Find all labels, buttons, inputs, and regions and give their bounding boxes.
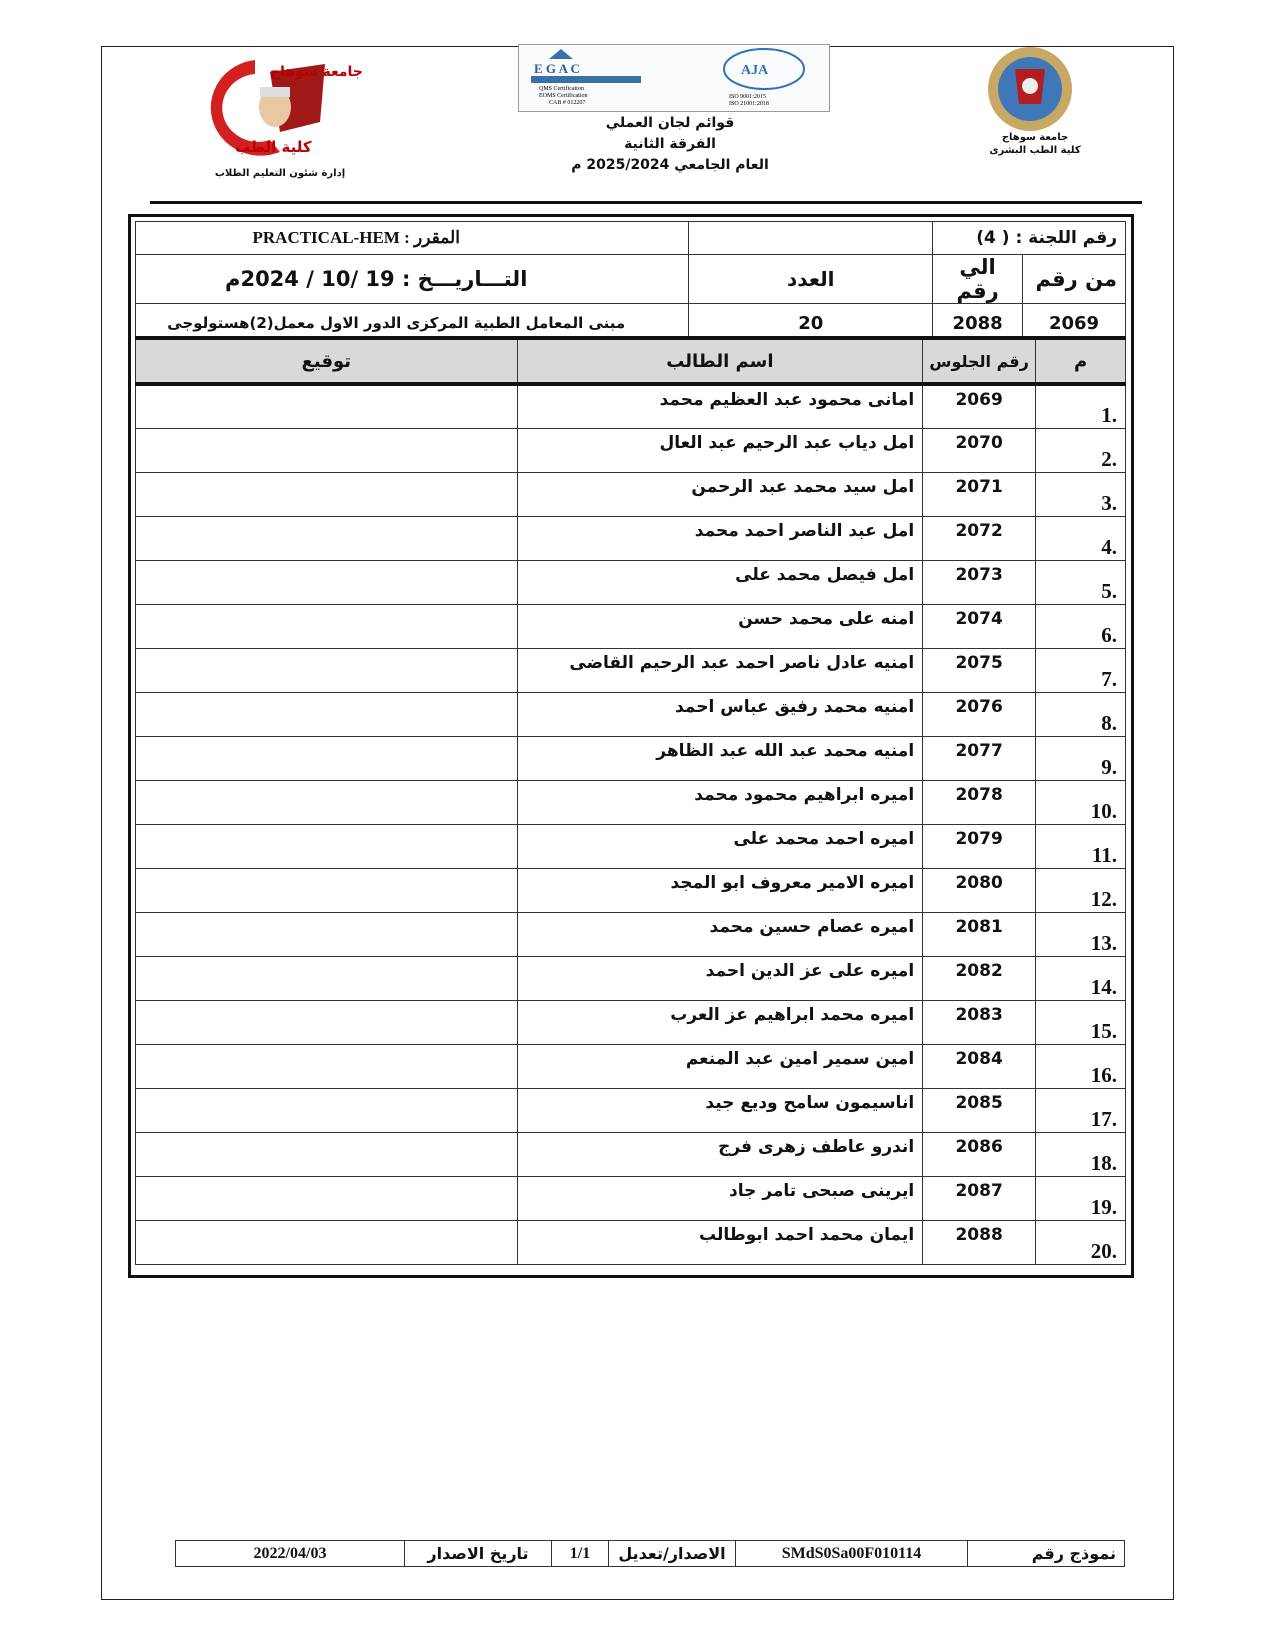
students-table bbox=[135, 336, 1126, 1265]
row-index: .7 bbox=[1036, 648, 1126, 692]
cert-right-name: AJA bbox=[741, 63, 769, 78]
row-index: .8 bbox=[1036, 692, 1126, 736]
issue-date-label: تاريخ الاصدار bbox=[405, 1541, 552, 1567]
from-value: 2069 bbox=[1023, 304, 1126, 343]
left-caption: إدارة شئون التعليم الطلاب bbox=[214, 168, 346, 179]
signature-cell bbox=[136, 692, 518, 736]
student-name: اندرو عاطف زهرى فرج bbox=[517, 1132, 923, 1176]
signature-cell bbox=[136, 472, 518, 516]
student-name: اميره الامير معروف ابو المجد bbox=[517, 868, 923, 912]
seat-number: 2078 bbox=[923, 780, 1036, 824]
signature-cell bbox=[136, 648, 518, 692]
signature-cell bbox=[136, 1176, 518, 1220]
row-index: .5 bbox=[1036, 560, 1126, 604]
right-caption-1: جامعة سوهاج bbox=[1001, 132, 1069, 143]
signature-cell bbox=[136, 1044, 518, 1088]
table-row bbox=[136, 648, 1126, 692]
seat-number: 2077 bbox=[923, 736, 1036, 780]
form-number-label: نموذج رقم bbox=[968, 1541, 1125, 1567]
university-seal bbox=[975, 44, 1090, 134]
form-number-value: SMdS0Sa00F010114 bbox=[736, 1541, 968, 1567]
signature-cell bbox=[136, 1132, 518, 1176]
signature-cell bbox=[136, 604, 518, 648]
signature-cell bbox=[136, 912, 518, 956]
seat-number: 2072 bbox=[923, 516, 1036, 560]
row-index: .1 bbox=[1036, 384, 1126, 428]
student-name: امل دياب عبد الرحيم عبد العال bbox=[517, 428, 923, 472]
signature-cell bbox=[136, 1000, 518, 1044]
to-label: الي رقم bbox=[933, 255, 1023, 304]
table-row bbox=[136, 1176, 1126, 1220]
col-header-name: اسم الطالب bbox=[517, 338, 923, 384]
cert-right-sub1: ISO 9001:2015 bbox=[729, 94, 766, 100]
row-index: .4 bbox=[1036, 516, 1126, 560]
empty-cell bbox=[689, 222, 933, 255]
row-index: .11 bbox=[1036, 824, 1126, 868]
signature-cell bbox=[136, 516, 518, 560]
student-name: اميره احمد محمد على bbox=[517, 824, 923, 868]
committee-number: رقم اللجنة : ( 4) bbox=[933, 222, 1126, 255]
row-index: .20 bbox=[1036, 1220, 1126, 1264]
table-row bbox=[136, 956, 1126, 1000]
table-row bbox=[136, 780, 1126, 824]
right-caption-2: كلية الطب البشرى bbox=[989, 145, 1081, 156]
table-row bbox=[136, 1220, 1126, 1264]
issue-date-value: 2022/04/03 bbox=[176, 1541, 405, 1567]
row-index: .15 bbox=[1036, 1000, 1126, 1044]
header-titles bbox=[540, 113, 800, 176]
svg-text:كلية الطب: كلية الطب bbox=[235, 138, 312, 156]
right-caption bbox=[975, 131, 1095, 157]
table-row bbox=[136, 1132, 1126, 1176]
seat-number: 2081 bbox=[923, 912, 1036, 956]
col-header-index: م bbox=[1036, 338, 1126, 384]
signature-cell bbox=[136, 384, 518, 428]
table-row bbox=[136, 560, 1126, 604]
row-index: .2 bbox=[1036, 428, 1126, 472]
col-header-signature: توقيع bbox=[136, 338, 518, 384]
seat-number: 2071 bbox=[923, 472, 1036, 516]
table-row bbox=[136, 472, 1126, 516]
version-value: 1/1 bbox=[552, 1541, 609, 1567]
row-index: .18 bbox=[1036, 1132, 1126, 1176]
seat-number: 2087 bbox=[923, 1176, 1036, 1220]
table-row bbox=[136, 604, 1126, 648]
seat-number: 2084 bbox=[923, 1044, 1036, 1088]
student-name: اميره على عز الدين احمد bbox=[517, 956, 923, 1000]
seat-number: 2086 bbox=[923, 1132, 1036, 1176]
count-label: العدد bbox=[689, 255, 933, 304]
row-index: .9 bbox=[1036, 736, 1126, 780]
signature-cell bbox=[136, 868, 518, 912]
row-index: .12 bbox=[1036, 868, 1126, 912]
table-row bbox=[136, 384, 1126, 428]
signature-cell bbox=[136, 1088, 518, 1132]
row-index: .14 bbox=[1036, 956, 1126, 1000]
student-name: امين سمير امين عبد المنعم bbox=[517, 1044, 923, 1088]
seat-number: 2088 bbox=[923, 1220, 1036, 1264]
student-name: ايمان محمد احمد ابوطالب bbox=[517, 1220, 923, 1264]
student-name: امنيه عادل ناصر احمد عبد الرحيم القاضى bbox=[517, 648, 923, 692]
seat-number: 2073 bbox=[923, 560, 1036, 604]
row-index: .17 bbox=[1036, 1088, 1126, 1132]
student-name: امنيه محمد عبد الله عبد الظاهر bbox=[517, 736, 923, 780]
exam-date: التـــاريـــخ : 19 /10 / 2024م bbox=[136, 255, 689, 304]
signature-cell bbox=[136, 824, 518, 868]
seat-number: 2085 bbox=[923, 1088, 1036, 1132]
student-name: امل فيصل محمد على bbox=[517, 560, 923, 604]
seat-number: 2079 bbox=[923, 824, 1036, 868]
title-line-2: الفرقة الثانية bbox=[624, 136, 716, 152]
seat-number: 2070 bbox=[923, 428, 1036, 472]
cert-left-sub1: QMS Certification bbox=[539, 86, 584, 92]
col-header-seat: رقم الجلوس bbox=[923, 338, 1036, 384]
certification-badges bbox=[518, 44, 830, 112]
signature-cell bbox=[136, 428, 518, 472]
count-value: 20 bbox=[689, 304, 933, 343]
student-name: امل عبد الناصر احمد محمد bbox=[517, 516, 923, 560]
title-line-3: العام الجامعي 2025/2024 م bbox=[571, 157, 769, 173]
row-index: .16 bbox=[1036, 1044, 1126, 1088]
signature-cell bbox=[136, 560, 518, 604]
form-footer bbox=[175, 1540, 1125, 1567]
faculty-logo bbox=[160, 52, 363, 162]
student-name: اميره محمد ابراهيم عز العرب bbox=[517, 1000, 923, 1044]
cert-left-sub3: CAB # 012207 bbox=[549, 100, 586, 106]
table-row bbox=[136, 516, 1126, 560]
table-row bbox=[136, 868, 1126, 912]
version-label: الاصدار/تعديل bbox=[609, 1541, 736, 1567]
exam-location: مبنى المعامل الطبية المركزى الدور الاول معمل(2)هستولوجى bbox=[136, 304, 689, 343]
signature-cell bbox=[136, 956, 518, 1000]
title-line-1: قوائم لجان العملي bbox=[605, 115, 735, 131]
seat-number: 2080 bbox=[923, 868, 1036, 912]
cert-right-sub2: ISO 21001:2018 bbox=[729, 101, 769, 107]
row-index: .6 bbox=[1036, 604, 1126, 648]
signature-cell bbox=[136, 1220, 518, 1264]
student-name: امانى محمود عبد العظيم محمد bbox=[517, 384, 923, 428]
course-name: المقرر : PRACTICAL-HEM bbox=[136, 222, 689, 255]
cert-left-sub2: EOMS Certification bbox=[539, 93, 588, 99]
seat-number: 2076 bbox=[923, 692, 1036, 736]
seat-number: 2082 bbox=[923, 956, 1036, 1000]
table-row bbox=[136, 736, 1126, 780]
row-index: .10 bbox=[1036, 780, 1126, 824]
svg-text:جامعة سوهاج: جامعة سوهاج bbox=[270, 64, 363, 80]
seat-number: 2075 bbox=[923, 648, 1036, 692]
student-name: امنيه محمد رفيق عباس احمد bbox=[517, 692, 923, 736]
table-row bbox=[136, 912, 1126, 956]
student-name: اميره ابراهيم محمود محمد bbox=[517, 780, 923, 824]
row-index: .13 bbox=[1036, 912, 1126, 956]
table-row bbox=[136, 428, 1126, 472]
seat-number: 2074 bbox=[923, 604, 1036, 648]
signature-cell bbox=[136, 780, 518, 824]
student-name: امل سيد محمد عبد الرحمن bbox=[517, 472, 923, 516]
student-name: اميره عصام حسين محمد bbox=[517, 912, 923, 956]
table-row bbox=[136, 824, 1126, 868]
table-row bbox=[136, 1044, 1126, 1088]
table-row bbox=[136, 692, 1126, 736]
header-divider bbox=[150, 201, 1142, 204]
table-header-row bbox=[136, 338, 1126, 384]
to-value: 2088 bbox=[933, 304, 1023, 343]
table-row bbox=[136, 1088, 1126, 1132]
student-name: ايرينى صبحى تامر جاد bbox=[517, 1176, 923, 1220]
student-name: اناسيمون سامح وديع جيد bbox=[517, 1088, 923, 1132]
student-name: امنه على محمد حسن bbox=[517, 604, 923, 648]
from-label: من رقم bbox=[1023, 255, 1126, 304]
signature-cell bbox=[136, 736, 518, 780]
row-index: .3 bbox=[1036, 472, 1126, 516]
row-index: .19 bbox=[1036, 1176, 1126, 1220]
seat-number: 2083 bbox=[923, 1000, 1036, 1044]
committee-info-table bbox=[135, 221, 1126, 343]
svg-text:E G A C: E G A C bbox=[534, 61, 580, 76]
table-row bbox=[136, 1000, 1126, 1044]
seat-number: 2069 bbox=[923, 384, 1036, 428]
